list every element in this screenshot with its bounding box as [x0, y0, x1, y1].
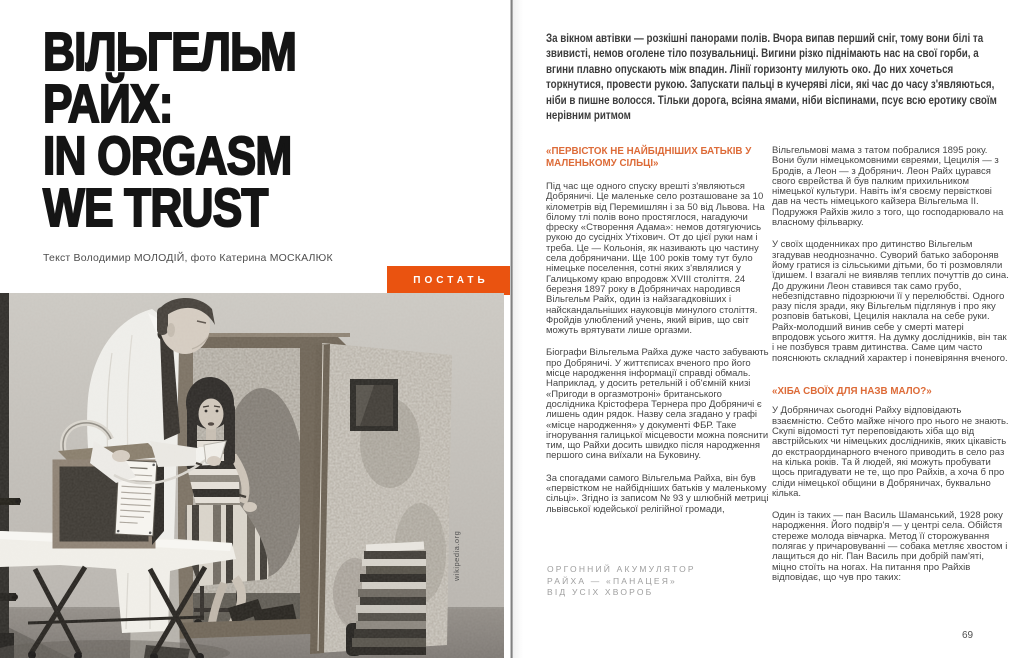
body-paragraph: За спогадами самого Вільгельма Райха, він був «первістком не найбідніших батьків у маленькому сільці». Згідно із записом № 93 у шлюбній метриці львівської юдейської релігійної громади, [546, 472, 769, 515]
caption-line: РАЙХА — «ПАНАЦЕЯ» [547, 575, 677, 586]
section-heading: «ХІБА СВОЇХ ДЛЯ НАЗВ МАЛО?» [772, 385, 932, 397]
body-paragraph: Вільгельмові мама з татом побралися 1895 року. Вони були німецькомовними євреями, Цецилія — з Бродів, а Леон — з Добрянич. Леон Райх цурався свого єврейства й був палким прихильником німецької культури. Навіть ім'я своєму первісткові дав на честь німецького кайзера Вільгельма II. Подружжя Райхів жило з того, що господарювало на власному фільварку. [772, 145, 1004, 229]
page-number: 69 [962, 630, 974, 641]
body-paragraph: Один із таких — пан Василь Шаманський, 1928 року народження. Його подвір'я — у центрі села. Обійстя стереже молода вівчарка. Метод її сторожування полягає у причаровуванні — собака метляє хвостом і лащиться до ніг. Пан Василь при добрій пам'яті, міцно стоїть на ногах. На питання про Райхів відповідає, що чув про таких: [772, 510, 1008, 583]
title-line: ВІЛЬГЕЛЬМ [43, 22, 297, 82]
body-paragraph: Під час ще одного спуску врешті з'являються Добряничі. Це маленьке село розташоване за 10 кілометрів від Перемишлян і за 50 від Львова. На білому тлі полів воно простяглося, нагадуючи фреску «Створення Адама»: немов дотягуючись рукою до сусідніх Утіхович. От до цієї руки нам і треба. Це — Кольонія, як називають цю частину села добряничани. Ще 100 років тому тут було німецьке поселення, сотні яких з'являлися у Галицькому краю впродовж XVIII століття. 24 березня 1897 року в Добряничах народився Вільгельм Райх, один із найзагадковіших і найскандальніших науковців минулого століття. Фройдів улюблений учень, який вірив, що світ можуть врятувати лише оргазми. [546, 181, 765, 337]
photo-caption [547, 564, 696, 599]
page-fold-shadow [513, 0, 523, 658]
title-line: WE TRUST [43, 178, 268, 238]
body-paragraph: Біографи Вільгельма Райха дуже часто забувають про Добряничі. У життєписах вченого про його місце народження інформації справді обмаль. Наприклад, у досить ретельній і об'ємній книзі «Пригоди в оргазмотроні» британського дослідника Крістофера Тернера про Добряничі є лишень один рядок. Назву села згадано у графі «місце народження» у документі ФБР. Таке ігнорування галицької місцевости можна пояснити тим, що Райхи досить швидко після народження першого сина виїхали на Буковину. [546, 347, 769, 462]
photo-grain [0, 293, 504, 658]
lead-paragraph: За вікном автівки — розкішні панорами полів. Вчора випав перший сніг, тому вони білі та звивисті, немов оголене тіло позувальниці. Вигини різко піднімають нас на свої горби, а вгини плавно опускають між впадин. Лінії горизонту милують око. До них хочеться торкнутися, провести рукою. Запускати пальці в кучеряві ліси, які час до часу з'являються, ніби в пишне волосся. Тільки дорога, всіяна ямами, ніби віспинами, псує всю еротику своїм нерівним ритмом [546, 33, 997, 123]
title-line: IN ORGASM [43, 126, 292, 186]
category-tag: ПОСТАТЬ [387, 266, 511, 295]
text-column-1 [546, 146, 770, 527]
section-heading: «ПЕРВІСТОК НЕ НАЙБІДНІШИХ БАТЬКІВ У МАЛЕНЬКОМУ СІЛЬЦІ» [546, 146, 752, 169]
caption-line: ВІД УСІХ ХВОРОБ [547, 587, 654, 598]
title-line: РАЙХ: [43, 74, 173, 134]
byline: Текст Володимир МОЛОДІЙ, фото Катерина МОСКАЛЮК [43, 252, 333, 264]
body-paragraph: У Добряничах сьогодні Райху відповідають взаємністю. Себто майже нічого про нього не знають. Скупі відомості тут переповідають хіба що від австрійських чи німецьких дослідників, яких цікавість до екстраординарного вченого приводить в село раз на кілька років. Та й людей, які можуть пробувати щось пригадувати не те, що про Райхів, а хоча б про сліди німецької общини в Добряничах, буквально кілька. [772, 405, 1009, 499]
caption-line: ОРГОННИЙ АКУМУЛЯТОР [547, 564, 696, 574]
photo-credit: wikipedia.org [452, 530, 461, 581]
text-column-2 [772, 146, 1009, 595]
orgone-accumulator-photo [0, 293, 504, 658]
article-title [43, 22, 396, 238]
body-paragraph: У своїх щоденниках про дитинство Вільгельм згадував неоднозначно. Суворий батько забороняв йому гратися із сільськими дітьми, бо ті розмовляли їдишем. І взагалі не виявляв теплих почуттів до сина. До дружини Леон ставився так само грубо, небезпідставно підозрюючи її у перелюбстві. Одного разу після зради, яку Вільгельм підглянув і про яку розповів батькові, Цецилія наклала на себе руки. Райх-молодший винив себе у смерті матері впродовж усього життя. На думку дослідників, він так і не позбувся травм дитинства. Саме цим часто пояснюють складний характер і поневіряння вченого. [772, 239, 1009, 364]
